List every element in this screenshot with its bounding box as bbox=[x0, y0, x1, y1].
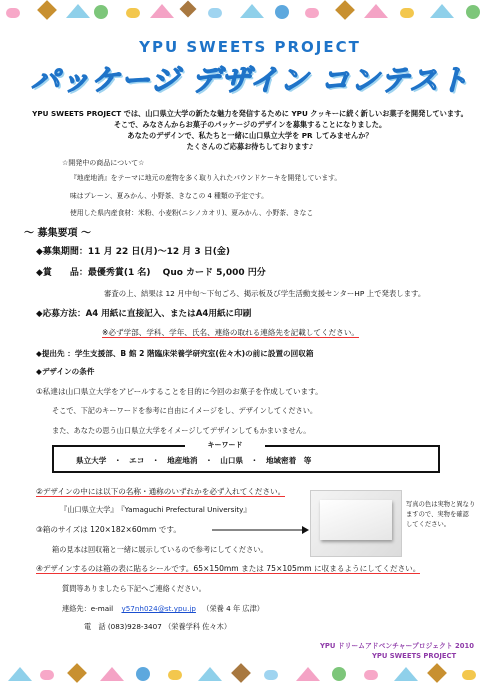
project-title: YPU SWEETS PROJECT bbox=[139, 38, 361, 56]
candy-icon bbox=[462, 670, 476, 680]
dev-line-1: 『地産地消』をテーマに地元の産物を多く取り入れたパウンドケーキを開発しています。 bbox=[70, 174, 342, 182]
contact-email-row: 連絡先：e-mail y57nh024@st.ypu.jp （栄養 4 年 広津） bbox=[62, 604, 264, 613]
footer-line-2: YPU SWEETS PROJECT bbox=[372, 652, 457, 660]
umbrella-icon bbox=[66, 4, 90, 18]
cookie-icon bbox=[231, 663, 251, 683]
method-note: ※必ず学部、学科、学年、氏名、連絡の取れる連絡先を記載してください。 bbox=[102, 328, 359, 337]
cookie-icon bbox=[427, 663, 447, 683]
condition-1a: そこで、下記のキーワードを参考に自由にイメージをし、デザインしてください。 bbox=[52, 406, 318, 415]
dev-heading: ☆開発中の商品について☆ bbox=[62, 159, 145, 167]
intro-line-2: そこで、みなさんからお菓子のパッケージのデザインを募集することになりました。 bbox=[113, 120, 387, 129]
conditions-heading: ◆デザインの条件 bbox=[36, 367, 95, 376]
submit-place: ◆提出先 ：学生支援部、B 館 2 階臨床栄養学研究室(佐々木)の前に設置の回収箱 bbox=[36, 349, 314, 358]
umbrella-icon bbox=[8, 667, 32, 681]
cookie-icon bbox=[37, 0, 57, 20]
contact-question: 質問等ありましたら下記へご連絡ください。 bbox=[62, 584, 206, 593]
candy-icon bbox=[168, 670, 182, 680]
candy-icon bbox=[364, 670, 378, 680]
condition-3: ③箱のサイズは 120×182×60mm です。 bbox=[36, 525, 181, 534]
prize: ◆賞 品：最優秀賞(1 名) Quo カード 5,000 円分 bbox=[36, 268, 266, 278]
condition-4: ④デザインするのは箱の表に貼るシールです。65×150mm または 75×105mm に収まるようにしてください。 bbox=[36, 564, 421, 573]
method: ◆応募方法：A4 用紙に直接記入、またはA4用紙に印刷 bbox=[36, 309, 252, 319]
cookie-icon bbox=[180, 1, 197, 18]
globe-icon bbox=[136, 667, 150, 681]
globe-icon bbox=[275, 5, 289, 19]
condition-2-names: 『山口県立大学』 『Yamaguchi Prefectural University』 bbox=[60, 505, 251, 514]
section-title: ～ 募集要項 ～ bbox=[24, 228, 91, 239]
umbrella-icon bbox=[430, 4, 454, 18]
keyword-heading: キーワード bbox=[185, 440, 265, 450]
condition-1: ①私達は山口県立大学をアピールすることを目的に今回のお菓子を作成しています。 bbox=[36, 387, 323, 396]
contact-tel: 電 話 (083)928-3407 （栄養学科 佐々木） bbox=[84, 622, 232, 631]
prize-note: 審査の上、結果は 12 月中旬～下旬ごろ、掲示板及び学生活動支援センターHP 上で発表します。 bbox=[104, 289, 426, 298]
top-candy-border bbox=[0, 0, 500, 26]
candy-icon bbox=[400, 8, 414, 18]
umbrella-icon bbox=[296, 667, 320, 681]
globe-icon bbox=[466, 5, 480, 19]
umbrella-icon bbox=[394, 667, 418, 681]
main-title: パッケージ デザイン コンテスト bbox=[30, 63, 470, 97]
photo-note: 写真の色は実物と異なり ますので、実物を確認 してください。 bbox=[406, 501, 476, 528]
condition-3a: 箱の見本は回収箱と一緒に展示しているので参考にしてください。 bbox=[52, 545, 268, 554]
intro-line-1: YPU SWEETS PROJECT では、山口県立大学の新たな魅力を発信するために YPU クッキーに続く新しいお菓子を開発しています。 bbox=[32, 109, 468, 118]
globe-icon bbox=[332, 667, 346, 681]
cookie-icon bbox=[67, 663, 87, 683]
bottom-candy-border bbox=[0, 661, 500, 687]
candy-icon bbox=[6, 8, 20, 18]
period: ◆募集期間：11 月 22 日(月)～12 月 3 日(金) bbox=[36, 247, 231, 257]
arrow-icon bbox=[210, 524, 310, 536]
dev-line-2: 味はプレーン、夏みかん、小野茶、きなこの 4 種類の予定です。 bbox=[70, 192, 268, 200]
candy-icon bbox=[40, 670, 54, 680]
umbrella-icon bbox=[150, 4, 174, 18]
umbrella-icon bbox=[198, 667, 222, 681]
intro-line-4: たくさんのご応募お待ちしております♪ bbox=[186, 142, 314, 151]
cookie-icon bbox=[335, 0, 355, 20]
umbrella-icon bbox=[240, 4, 264, 18]
footer-line-1: YPU ドリームアドベンチャープロジェクト 2010 bbox=[320, 642, 474, 650]
candy-icon bbox=[208, 8, 222, 18]
intro-line-3: あなたのデザインで、私たちと一緒に山口県立大学を PR してみませんか？ bbox=[127, 131, 373, 140]
candy-icon bbox=[126, 8, 140, 18]
email-link[interactable]: y57nh024@st.ypu.jp bbox=[121, 604, 196, 613]
umbrella-icon bbox=[364, 4, 388, 18]
candy-icon bbox=[264, 670, 278, 680]
candy-icon bbox=[305, 8, 319, 18]
umbrella-icon bbox=[100, 667, 124, 681]
condition-1b: また、あなたの思う山口県立大学をイメージしてデザインしてもかまいません。 bbox=[52, 426, 311, 435]
keywords: 県立大学 ・ エコ ・ 地産地消 ・ 山口県 ・ 地域密着 等 bbox=[76, 456, 312, 465]
globe-icon bbox=[94, 5, 108, 19]
condition-2: ②デザインの中には以下の名称・通称のいずれかを必ず入れてください。 bbox=[36, 487, 286, 496]
dev-line-3: 使用した県内産食材：米粉、小麦粉(ニシノカオリ)、夏みかん、小野茶、きなこ bbox=[70, 209, 314, 217]
package-box-image bbox=[320, 500, 392, 540]
